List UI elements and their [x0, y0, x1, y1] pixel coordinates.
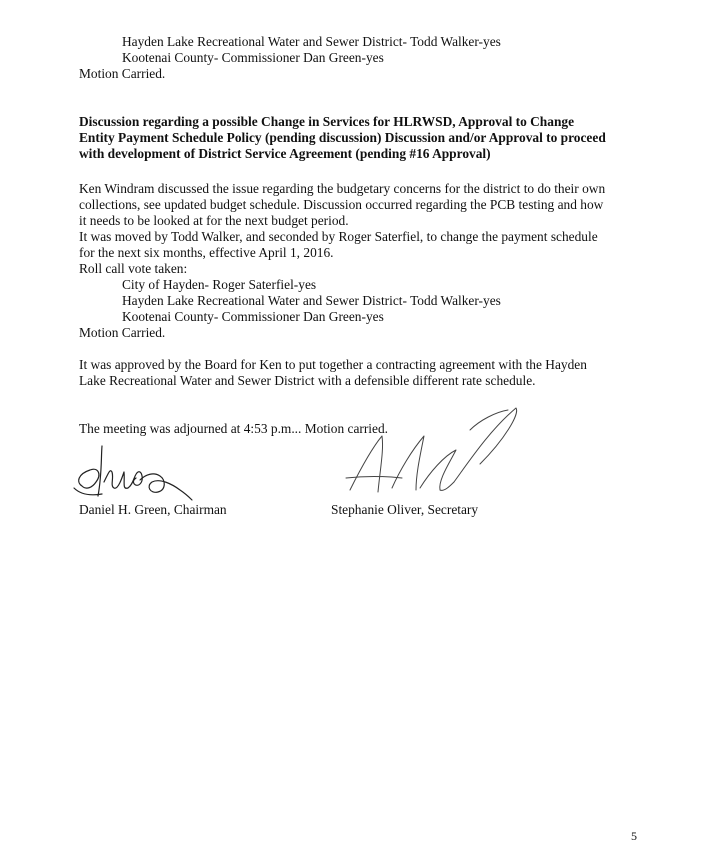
body-line: collections, see updated budget schedule. Discussion occurred regarding the PCB testing and how	[79, 197, 604, 212]
body-line: Ken Windram discussed the issue regarding the budgetary concerns for the district to do their own	[79, 181, 606, 196]
chairman-name: Daniel H. Green, Chairman	[79, 502, 227, 517]
body-line: it needs to be looked at for the next budget period.	[79, 213, 349, 228]
section-heading-line: Entity Payment Schedule Policy (pending discussion) Discussion and/or Approval to proceed	[79, 130, 606, 145]
approval-line: It was approved by the Board for Ken to put together a contracting agreement with the Hayden	[79, 357, 587, 372]
chairman-signature	[68, 438, 218, 508]
adjournment-text: The meeting was adjourned at 4:53 p.m... Motion carried.	[79, 421, 389, 436]
motion-result: Motion Carried.	[79, 325, 166, 340]
secretary-signature	[320, 400, 540, 500]
vote-line: Kootenai County- Commissioner Dan Green-yes	[122, 309, 384, 324]
body-line: Roll call vote taken:	[79, 261, 188, 276]
vote-line: City of Hayden- Roger Saterfiel-yes	[122, 277, 317, 292]
body-line: for the next six months, effective April 1, 2016.	[79, 245, 334, 260]
secretary-name: Stephanie Oliver, Secretary	[331, 502, 479, 517]
section-heading-line: Discussion regarding a possible Change in Services for HLRWSD, Approval to Change	[79, 114, 575, 129]
body-line: It was moved by Todd Walker, and seconded by Roger Saterfiel, to change the payment schedule	[79, 229, 598, 244]
motion-result: Motion Carried.	[79, 66, 166, 81]
section-heading-line: with development of District Service Agreement (pending #16 Approval)	[79, 146, 491, 161]
approval-line: Lake Recreational Water and Sewer District with a defensible different rate schedule.	[79, 373, 536, 388]
vote-line: Hayden Lake Recreational Water and Sewer District- Todd Walker-yes	[122, 293, 501, 308]
vote-line: Kootenai County- Commissioner Dan Green-yes	[122, 50, 384, 65]
vote-line: Hayden Lake Recreational Water and Sewer District- Todd Walker-yes	[122, 34, 501, 49]
page-number: 5	[631, 829, 637, 843]
